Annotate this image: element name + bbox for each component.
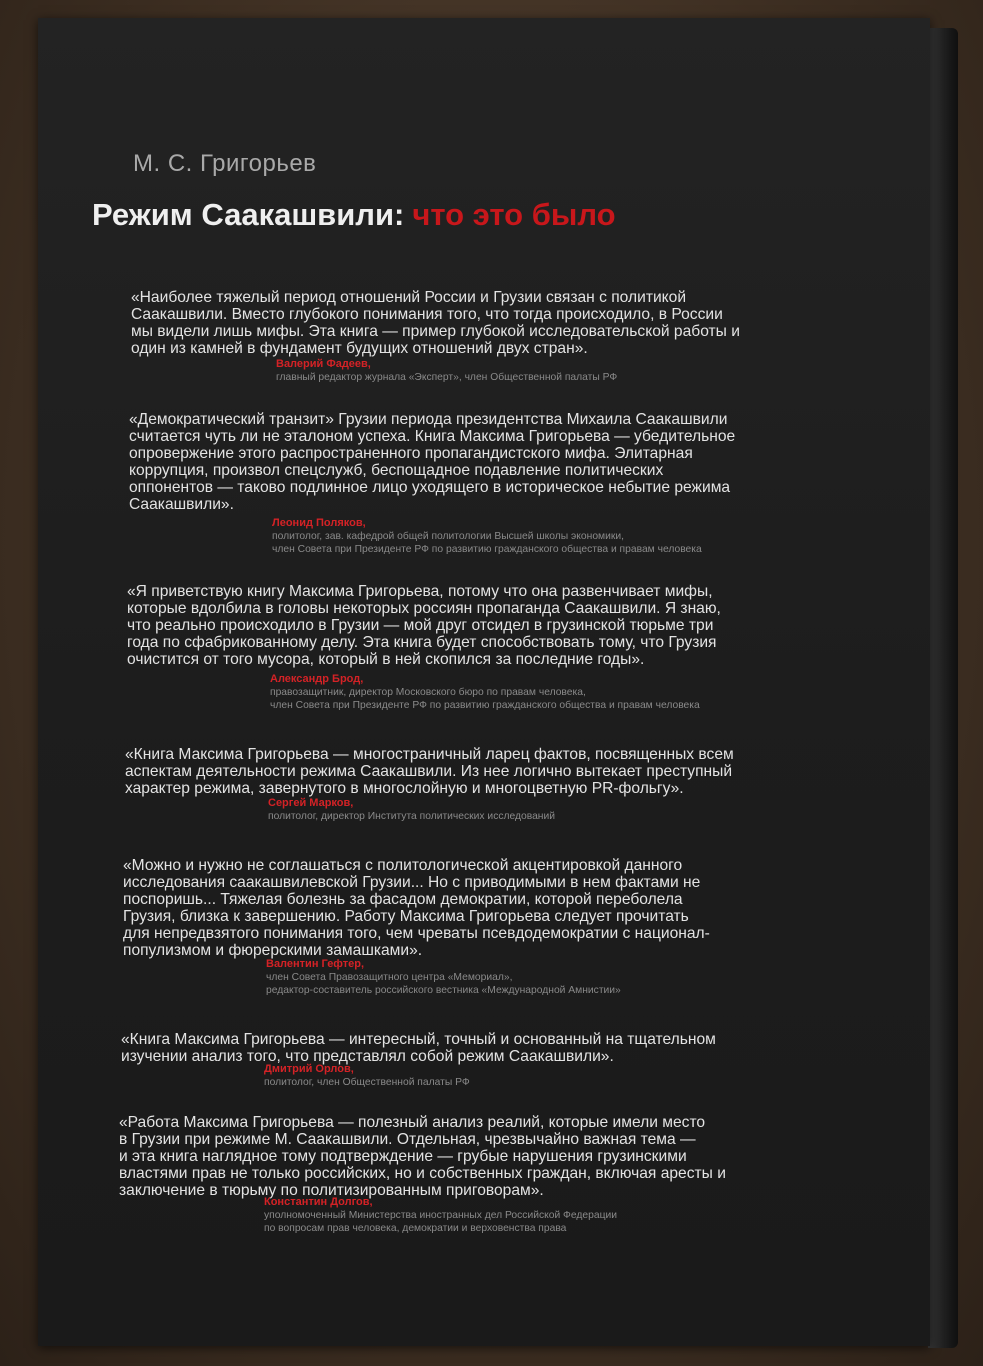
quote-line: для непредвзятого понимания того, чем чреваты псевдодемократии с национал- xyxy=(123,925,710,942)
quote-line: оппонентов — таково подлинное лицо уходящего в историческое небытие режима xyxy=(129,479,731,496)
review-attribution xyxy=(272,517,702,556)
reviewer-name: Валентин Гефтер, xyxy=(266,958,365,970)
reviewer-name: Сергей Марков, xyxy=(268,797,354,809)
quote-line: мы видели лишь мифы. Эта книга — пример глубокой исследовательской работы и xyxy=(131,323,740,340)
book-author: М. С. Григорьев xyxy=(133,150,317,177)
quote-line: изучении анализ того, что представлял собой режим Саакашвили». xyxy=(121,1048,614,1065)
quote-line: что реально происходило в Грузии — мой друг отсидел в грузинской тюрьме три xyxy=(127,617,714,634)
quote-line: «Наиболее тяжелый период отношений России и Грузии связан с политикой xyxy=(131,289,687,306)
reviewer-name: Валерий Фадеев, xyxy=(276,358,371,370)
reviewer-role: член Совета при Президенте РФ по развитию гражданского общества и правам человека xyxy=(272,544,702,555)
reviewer-name: Константин Долгов, xyxy=(264,1196,373,1208)
quote-line: «Я приветствую книгу Максима Григорьева, потому что она развенчивает мифы, xyxy=(127,583,713,600)
quote-line: характер режима, завернутого в многослойную и многоцветную PR-фольгу». xyxy=(125,780,684,797)
quote-line: «Книга Максима Григорьева — интересный, точный и основанный на тщательном xyxy=(121,1031,716,1048)
reviewer-name: Дмитрий Орлов, xyxy=(264,1063,354,1075)
title-main: Режим Саакашвили: xyxy=(92,197,405,232)
reviewer-name: Леонид Поляков, xyxy=(272,517,366,529)
quote-line: очистится от того мусора, который в ней скопился за последние годы». xyxy=(127,651,645,668)
quote-line: один из камней в фундамент будущих отношений двух стран». xyxy=(131,340,588,357)
quote-line: которые вдолбила в головы некоторых россиян пропаганда Саакашвили. Я знаю, xyxy=(127,600,721,617)
quote-line: «Книга Максима Григорьева — многостраничный ларец фактов, посвященных всем xyxy=(125,746,734,763)
reviewer-name: Александр Брод, xyxy=(270,673,364,685)
quote-line: коррупция, произвол спецслужб, беспощадное подавление политических xyxy=(129,462,664,479)
quote-line: «Демократический транзит» Грузии периода президентства Михаила Саакашвили xyxy=(129,411,728,428)
review-attribution xyxy=(264,1196,617,1235)
book-title xyxy=(92,197,616,233)
review-quote xyxy=(129,411,735,513)
quote-line: «Работа Максима Григорьева — полезный анализ реалий, которые имели место xyxy=(119,1114,706,1131)
review-attribution xyxy=(276,358,617,384)
review-quote xyxy=(131,289,740,357)
quote-line: считается чуть ли не эталоном успеха. Книга Максима Григорьева — убедительное xyxy=(129,428,736,445)
reviewer-role: редактор-составитель российского вестника «Международной Амнистии» xyxy=(266,985,621,996)
quote-line: «Можно и нужно не соглашаться с политологической акцентировкой данного xyxy=(123,857,683,874)
reviewer-role: член Совета при Президенте РФ по развитию гражданского общества и правам человека xyxy=(270,700,700,711)
review-quote xyxy=(121,1031,716,1065)
quote-line: Грузия, близка к завершению. Работу Максима Григорьева следует прочитать xyxy=(123,908,689,925)
title-accent: что это было xyxy=(412,197,616,232)
quote-line: аспектам деятельности режима Саакашвили. Из нее логично вытекает преступный xyxy=(125,763,733,780)
reviewer-role: член Совета Правозащитного центра «Мемориал», xyxy=(266,972,513,983)
review-attribution xyxy=(268,797,555,823)
review-attribution xyxy=(264,1063,470,1089)
review-attribution xyxy=(266,958,621,997)
quote-line: в Грузии при режиме М. Саакашвили. Отдельная, чрезвычайно важная тема — xyxy=(119,1131,696,1148)
quote-line: Саакашвили». xyxy=(129,496,234,513)
book-spine xyxy=(928,28,958,1348)
quote-line: года по сфабрикованному делу. Эта книга будет способствовать тому, что Грузия xyxy=(127,634,717,651)
quote-line: Саакашвили. Вместо глубокого понимания того, что тогда происходило, в России xyxy=(131,306,723,323)
quote-line: популизмом и фюрерскими замашками». xyxy=(123,942,423,959)
reviewer-role: главный редактор журнала «Эксперт», член Общественной палаты РФ xyxy=(276,372,618,383)
reviewer-role: по вопросам прав человека, демократии и верховенства права xyxy=(264,1223,567,1234)
review-quote xyxy=(127,583,721,668)
review-quote xyxy=(125,746,734,797)
review-attribution xyxy=(270,673,700,712)
reviewer-role: уполномоченный Министерства иностранных дел Российской Федерации xyxy=(264,1210,617,1221)
reviewer-role: политолог, директор Института политических исследований xyxy=(268,811,555,822)
review-quote xyxy=(119,1114,726,1199)
quote-line: властями прав не только российских, но и собственных граждан, включая аресты и xyxy=(119,1165,726,1182)
reviewer-role: правозащитник, директор Московского бюро по правам человека, xyxy=(270,687,586,698)
quote-line: и эта книга наглядное тому подтверждение — грубые нарушения грузинскими xyxy=(119,1148,687,1165)
quote-line: заключение в тюрьму по политизированным приговорам». xyxy=(119,1182,544,1199)
quote-line: поспоришь... Тяжелая болезнь за фасадом демократии, которой переболела xyxy=(123,891,683,908)
review-quote xyxy=(123,857,710,959)
reviewer-role: политолог, зав. кафедрой общей политологии Высшей школы экономики, xyxy=(272,531,625,542)
quote-line: опровержение этого распространенного пропагандистского мифа. Элитарная xyxy=(129,445,693,462)
quote-line: исследования саакашвилевской Грузии... Но с приводимыми в нем фактами не xyxy=(123,874,701,891)
reviewer-role: политолог, член Общественной палаты РФ xyxy=(264,1077,470,1088)
